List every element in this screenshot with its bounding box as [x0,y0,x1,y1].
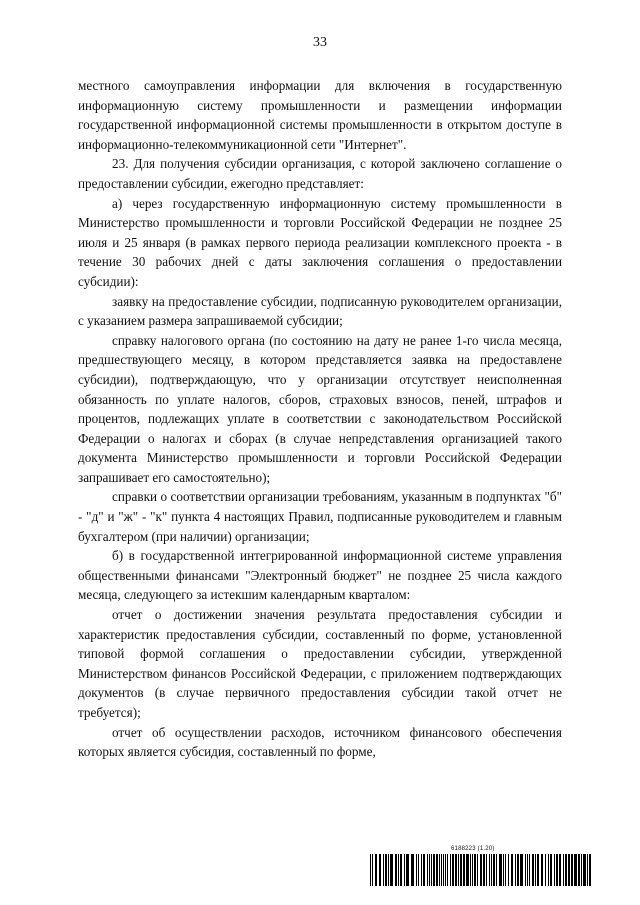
barcode-bar [525,854,526,886]
barcode-bar [589,854,591,886]
barcode-bar [535,854,536,886]
barcode-bar [565,854,567,886]
barcode-bar [450,854,451,886]
barcode-bar [436,854,438,886]
barcode-bar [574,854,577,886]
barcode-bar [477,854,478,886]
barcode-bar [520,854,523,886]
barcode-bar [581,854,582,886]
barcode-bar [370,854,371,886]
barcode-bar [541,854,543,886]
barcode-bar [474,854,476,886]
barcode-bar [554,854,555,886]
barcode-bar [583,854,586,886]
barcode-bar [499,854,502,886]
barcode-bar [398,854,399,886]
barcode-bar [439,854,440,886]
barcode-bar [472,854,473,886]
paragraph-expense-report: отчет об осуществлении расходов, источником финансового обеспечения которых является субсидия, составленный по форме, [78,724,562,760]
barcode-bar [548,854,549,886]
barcode-bar [375,854,377,886]
barcode-bar [447,854,448,886]
page-number: 33 [313,35,327,50]
barcode-bar [483,854,485,886]
barcode-bar [508,854,509,886]
barcode-bar [372,854,373,886]
barcode-bar [537,854,539,886]
barcode-bar [416,854,417,886]
document-body [78,76,562,762]
barcode-bar [466,854,469,886]
barcode-bar [423,854,425,886]
barcode-bar [532,854,534,886]
barcode-bar [563,854,564,886]
barcode-bar [517,854,519,886]
barcode-bar [571,854,573,886]
barcode-bar [379,854,381,886]
barcode-bar [455,854,457,886]
barcode-bar [493,854,495,886]
paragraph-result-report: отчет о достижении значения результата предоставления субсидии и характеристик предоставления субсидии, составленный по форме, установленной типовой формой соглашения о предоставлении субсидии, утвержденной Министерством финансов Российской Федерации, с приложением подтверждающих документов (в случае первичного предоставления субсидии такой отчет не требуется); [78,607,562,720]
barcode-bar [587,854,588,886]
paragraph-subitem-a: а) через государственную информационную систему промышленности в Министерство промышленности и торговли Российской Федерации не позднее 25 июля и 25 января (в рамках первого периода реализации комплексного проекта - в течение 30 рабочих дней с даты заключения соглашения о предоставлении субсидии): [78,195,562,289]
barcode-bar [383,854,384,886]
barcode-bar [529,854,530,886]
barcode-bar [568,854,570,886]
barcode-bar [491,854,492,886]
barcode-bar [489,854,490,886]
barcode-caption: 6188223 (1.20) [451,846,495,852]
barcode-bar [388,854,389,886]
barcode-bar [445,854,446,886]
barcode-bar [515,854,516,886]
barcode-bar [460,854,462,886]
barcode-bar [578,854,580,886]
barcode-bar [486,854,487,886]
barcode-bar [404,854,405,886]
barcode-bar [406,854,409,886]
barcode-bar [390,854,393,886]
barcode-bar [527,854,528,886]
barcode-bar [545,854,546,886]
barcode-bar [411,854,414,886]
paragraph-item-23: 23. Для получения субсидии организация, с которой заключено соглашение о предоставлении субсидии, ежегодно представляет: [78,156,562,191]
barcode-bar [400,854,402,886]
barcode-bar [395,854,397,886]
barcode-bar [550,854,552,886]
barcode-bar [556,854,558,886]
barcode-bar [427,854,428,886]
barcode-bar [443,854,444,886]
barcode-bar [421,854,422,886]
barcode-bar [463,854,465,886]
barcode-bar [385,854,387,886]
paragraph-tax-certificate: справку налогового органа (по состоянию на дату не ранее 1-го числа месяца, предшествующего месяцу, в котором представляется заявка на предоставлене субсидии), подтверждающую, что у организации отсутствует неисполненная обязанность по уплате налогов, сборов, страховых взносов, пеней, штрафов и процентов, подлежащих уплате в соответствии с законодательством Российской Федерации о налогах и сборах (в случае непредставления организацией такого документа Министерство промышленности и торговли Российской Федерации запрашивает его самостоятельно); [78,332,562,485]
barcode-bar [418,854,419,886]
barcode-bar [505,854,506,886]
barcode-bar [452,854,454,886]
barcode-bar [429,854,430,886]
paragraph-continuation: местного самоуправления информации для включения в государственную информационную систему промышленности и размещении информации государственной информационной системы промышленности в открытом доступе в информационно-телекоммуникационной сети "Интернет". [78,78,562,152]
paragraph-application: заявку на предоставление субсидии, подписанную руководителем организации, с указанием размера запрашиваемой субсидии; [78,293,562,329]
barcode-bar [511,854,513,886]
barcode-bar [503,854,504,886]
barcode-bar [441,854,442,886]
barcode-image [370,854,592,886]
barcode-bar [470,854,471,886]
paragraph-compliance-certificates: справки о соответствии организации требованиям, указанным в подпунктах "б" - "д" и "ж" - "к" пункта 4 настоящих Правил, подписанные руководителем и главным бухгалтером (при наличии) организации; [78,489,562,544]
barcode-bar [433,854,435,886]
barcode-bar [480,854,482,886]
barcode-bar [458,854,459,886]
paragraph-subitem-b: б) в государственной интегрированной информационной системе управления общественными финансами "Электронный бюджет" не позднее 25 числа каждого месяца, следующего за истекшим календарным кварталом: [78,548,562,603]
barcode-bar [431,854,432,886]
barcode-bar [496,854,497,886]
barcode-bar [559,854,561,886]
